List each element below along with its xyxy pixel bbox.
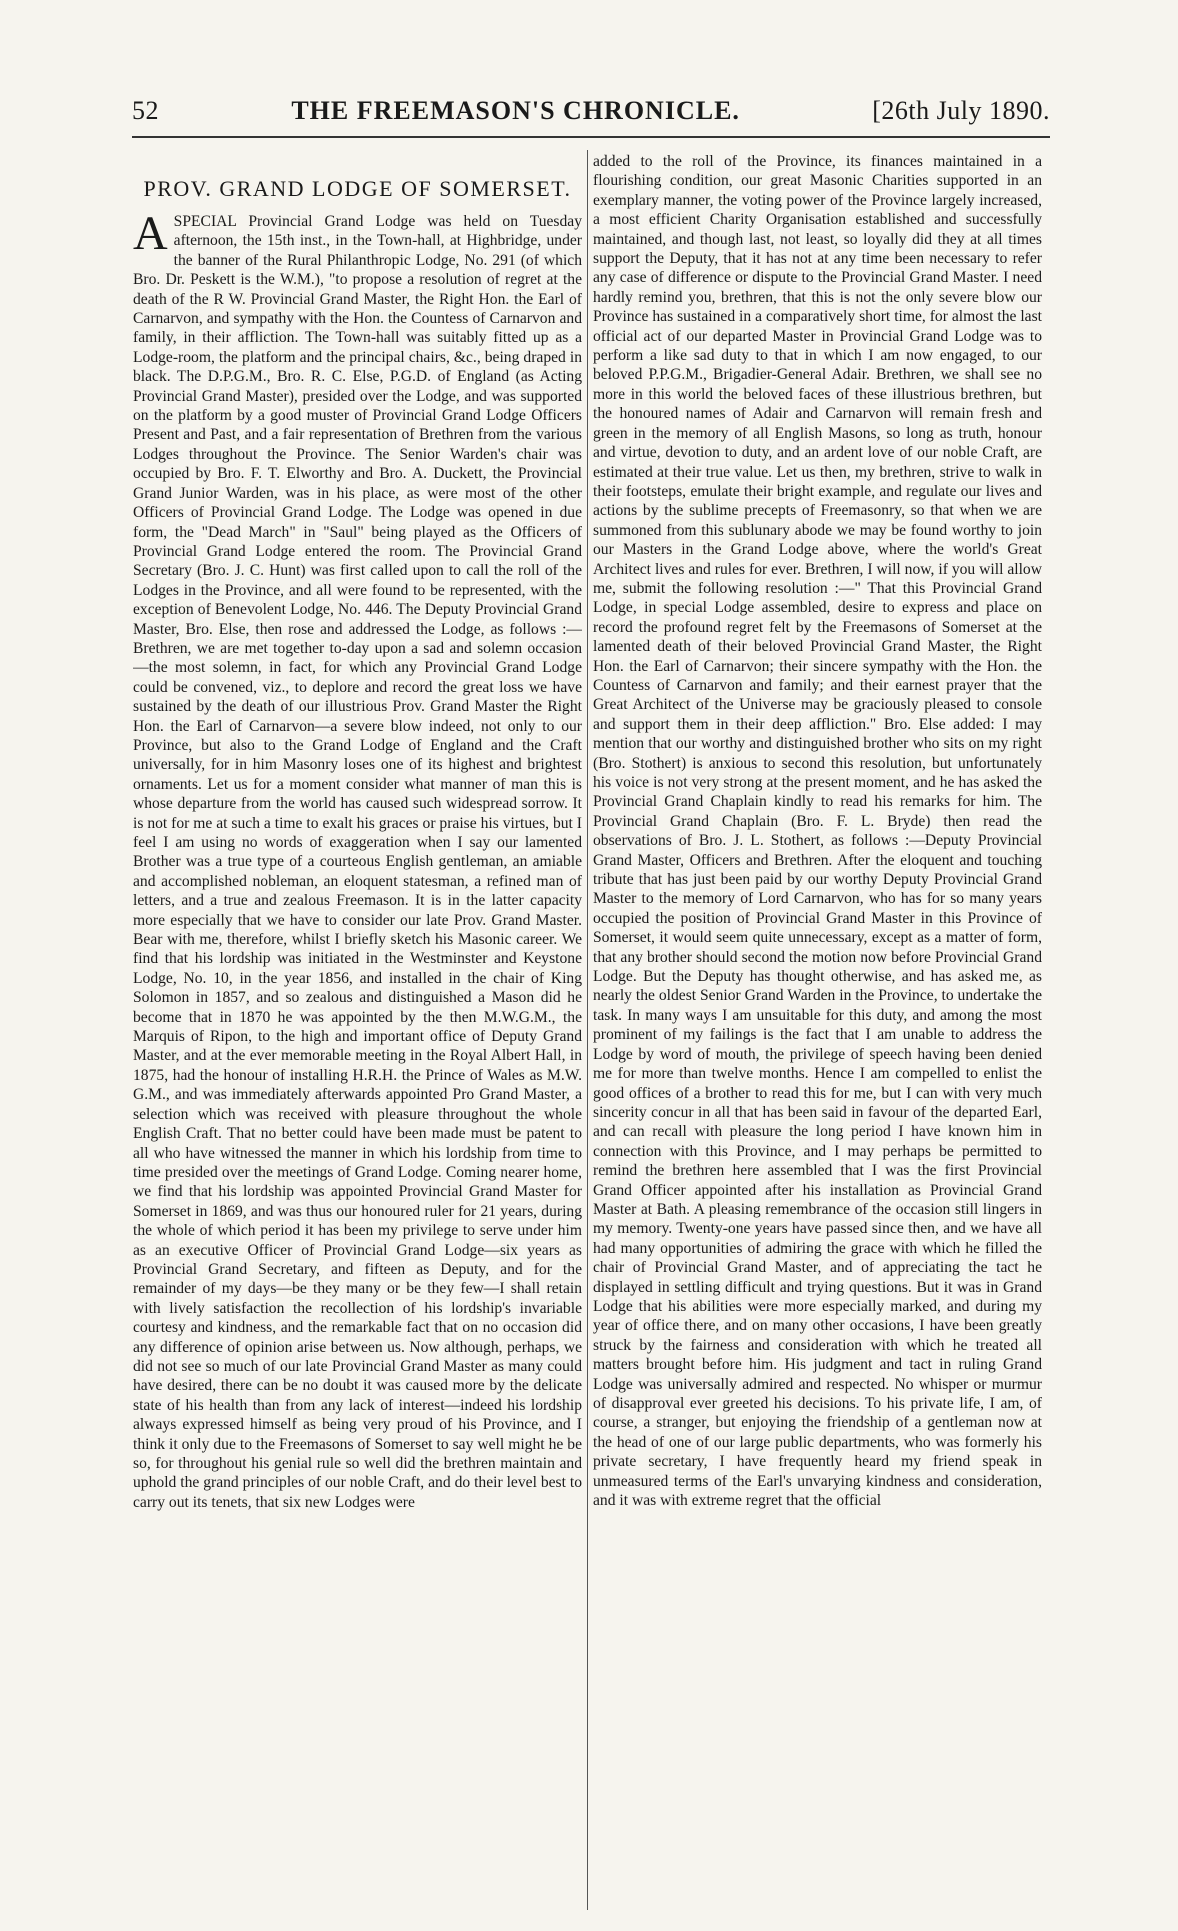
article-headline: PROV. GRAND LODGE OF SOMERSET. xyxy=(143,176,572,201)
page-number: 52 xyxy=(132,96,159,125)
publication-title: THE FREEMASON'S CHRONICLE. xyxy=(291,96,740,125)
right-column xyxy=(593,152,1042,1907)
right-column-text: added to the roll of the Province, its finances maintained in a flourishing condition, our great Masonic Charities supported in an exemplary manner, the voting power of the Province largely increased, a most efficient Charity Organisation established and successfully maintained, and though last, not least, so loyally did they at all times support the Deputy, that it has not at any time been necessary to refer any case of difference or dispute to the Provincial Grand Master. I need hardly remind you, brethren, that this is not the only severe blow our Province has sustained in a comparatively short time, for almost the last official act of our departed Master in Provincial Grand Lodge was to perform a like sad duty to that in which I am now engaged, to our beloved P.P.G.M., Brigadier-General Adair. Brethren, we shall see no more in this world the beloved faces of these illustrious brethren, but the honoured names of Adair and Carnarvon will remain fresh and green in the memory of all English Masons, so long as truth, honour and virtue, devotion to duty, and an ardent love of our noble Craft, are estimated at their true value. Let us then, my brethren, strive to walk in their footsteps, emulate their bright example, and regulate our lives and actions by the sublime precepts of Freemasonry, so that when we are summoned from this sublunary abode we may be found worthy to join our Masters in the Grand Lodge above, where the world's Great Architect lives and rules for ever. Brethren, I will now, if you will allow me, submit the following resolution :—" That this Provincial Grand Lodge, in special Lodge assembled, desire to express and place on record the profound regret felt by the Freemasons of Somerset at the lamented death of their beloved Provincial Grand Master, the Right Hon. the Earl of Carnarvon; their sincere sympathy with the Hon. the Countess of Carnarvon and family; and their earnest prayer that the Great Architect of the Universe may be graciously pleased to console and support them in their deep affliction." Bro. Else added: I may mention that our worthy and distinguished brother who sits on my right (Bro. Stothert) is anxious to second this resolution, but unfortunately his voice is not very strong at the present moment, and he has asked the Provincial Grand Chaplain kindly to read his remarks for him. The Provincial Grand Chaplain (Bro. F. L. Bryde) then read the observations of Bro. J. L. Stothert, as follows :—Deputy Provincial Grand Master, Officers and Brethren. After the eloquent and touching tribute that has just been paid by our worthy Deputy Provincial Grand Master to the memory of Lord Carnarvon, who has for so many years occupied the position of Provincial Grand Master in this Province of Somerset, it would seem quite unnecessary, except as a matter of form, that any brother should second the motion now before Provincial Grand Lodge. But the Deputy has thought otherwise, and has asked me, as nearly the oldest Senior Grand Warden in the Province, to undertake the task. In many ways I am unsuitable for this duty, and among the most prominent of my failings is the fact that I am unable to address the Lodge by word of mouth, the privilege of speech having been denied me for more than twelve months. Hence I am compelled to enlist the good offices of a brother to read this for me, but I can with very much sincerity concur in all that has been said in favour of the departed Earl, and can recall with pleasure the long period I have known him in connection with this Province, and I may perhaps be permitted to remind the brethren here assembled that I was the first Provincial Grand Officer appointed after his installation as Provincial Grand Master at Bath. A pleasing remembrance of the occasion still lingers in my memory. Twenty-one years have passed since then, and we have all had many opportunities of admiring the grace with which he filled the chair of Provincial Grand Master, and of appreciating the tact he displayed in settling difficult and trying questions. But it was in Grand Lodge that his abilities were more especially marked, and during my year of office there, and on many other occasions, I have been greatly struck by the fairness and consideration with which he treated all matters brought before him. His judgment and tact in ruling Grand Lodge was universally admired and respected. No whisper or murmur of disapproval ever greeted his decisions. To his private life, I am, of course, a stranger, but enjoying the friendship of a gentleman now at the head of one of our large public departments, who was formerly his private secretary, I have frequently heard my friend speak in unmeasured terms of the Earl's unvarying kindness and consideration, and it was with extreme regret that the official xyxy=(593,153,1042,1510)
column-divider xyxy=(587,150,588,1910)
left-column xyxy=(133,176,582,1931)
drop-cap: A xyxy=(133,207,168,260)
issue-date: [26th July 1890. xyxy=(872,96,1050,125)
article-body-left xyxy=(133,207,582,1512)
page-header xyxy=(132,96,1050,132)
header-rule xyxy=(132,136,1050,138)
left-column-text: SPECIAL Provincial Grand Lodge was held on Tuesday afternoon, the 15th inst., in the Town-hall, at Highbridge, under the banner of the Rural Philanthropic Lodge, No. 291 (of which Bro. Dr. Peskett is the W.M.), "to propose a resolution of regret at the death of the R W. Provincial Grand Master, the Right Hon. the Earl of Carnarvon, and sympathy with the Hon. the Countess of Carnarvon and family, in their affliction. The Town-hall was suitably fitted up as a Lodge-room, the platform and the principal chairs, &c., being draped in black. The D.P.G.M., Bro. R. C. Else, P.G.D. of England (as Acting Provincial Grand Master), presided over the Lodge, and was supported on the platform by a good muster of Provincial Grand Lodge Officers Present and Past, and a fair representation of Brethren from the various Lodges throughout the Province. The Senior Warden's chair was occupied by Bro. F. T. Elworthy and Bro. A. Duckett, the Provincial Grand Junior Warden, was in his place, as were most of the other Officers of Provincial Grand Lodge. The Lodge was opened in due form, the "Dead March" in "Saul" being played as the Officers of Provincial Grand Lodge entered the room. The Provincial Grand Secretary (Bro. J. C. Hunt) was first called upon to call the roll of the Lodges in the Province, and all were found to be represented, with the exception of Benevolent Lodge, No. 446. The Deputy Provincial Grand Master, Bro. Else, then rose and addressed the Lodge, as follows :—Brethren, we are met together to-day upon a sad and solemn occasion—the most solemn, in fact, for which any Provincial Grand Lodge could be convened, viz., to deplore and record the great loss we have sustained by the death of our illustrious Prov. Grand Master the Right Hon. the Earl of Carnarvon—a severe blow indeed, not only to our Province, but also to the Grand Lodge of England and the Craft universally, for in him Masonry loses one of its highest and brightest ornaments. Let us for a moment consider what manner of man this is whose departure from the world has caused such widespread sorrow. It is not for me at such a time to exalt his graces or praise his virtues, but I feel I am using no words of exaggeration when I say our lamented Brother was a true type of a courteous English gentleman, an amiable and accomplished nobleman, an eloquent statesman, a refined man of letters, and a true and zealous Freemason. It is in the latter capacity more especially that we have to consider our late Prov. Grand Master. Bear with me, therefore, whilst I briefly sketch his Masonic career. We find that his lordship was initiated in the Westminster and Keystone Lodge, No. 10, in the year 1856, and installed in the chair of King Solomon in 1857, and so zealous and distinguished a Mason did he become that in 1870 he was appointed by the then M.W.G.M., the Marquis of Ripon, to the high and important office of Deputy Grand Master, and at the ever memorable meeting in the Royal Albert Hall, in 1875, had the honour of installing H.R.H. the Prince of Wales as M.W. G.M., and was immediately afterwards appointed Pro Grand Master, a selection which was received with pleasure throughout the whole English Craft. That no better could have been made must be patent to all who have witnessed the manner in which his lordship from time to time presided over the meetings of Grand Lodge. Coming nearer home, we find that his lordship was appointed Provincial Grand Master for Somerset in 1869, and was thus our honoured ruler for 21 years, during the whole of which period it has been my privilege to serve under him as an executive Officer of Provincial Grand Lodge—six years as Provincial Grand Secretary, and fifteen as Deputy, and for the remainder of my days—be they many or be they few—I shall retain with lively satisfaction the recollection of his lordship's invariable courtesy and kindness, and the remarkable fact that on no occasion did any difference of opinion arise between us. Now although, perhaps, we did not see so much of our late Provincial Grand Master as many could have desired, there can be no doubt it was caused more by the delicate state of his health than from any lack of interest—indeed his lordship always expressed himself as being very proud of his Province, and I think it only due to the Freemasons of Somerset to say well might he be so, for throughout his genial rule so well did the brethren maintain and uphold the grand principles of our noble Craft, and do their level best to carry out its tenets, that six new Lodges were xyxy=(133,213,582,1511)
